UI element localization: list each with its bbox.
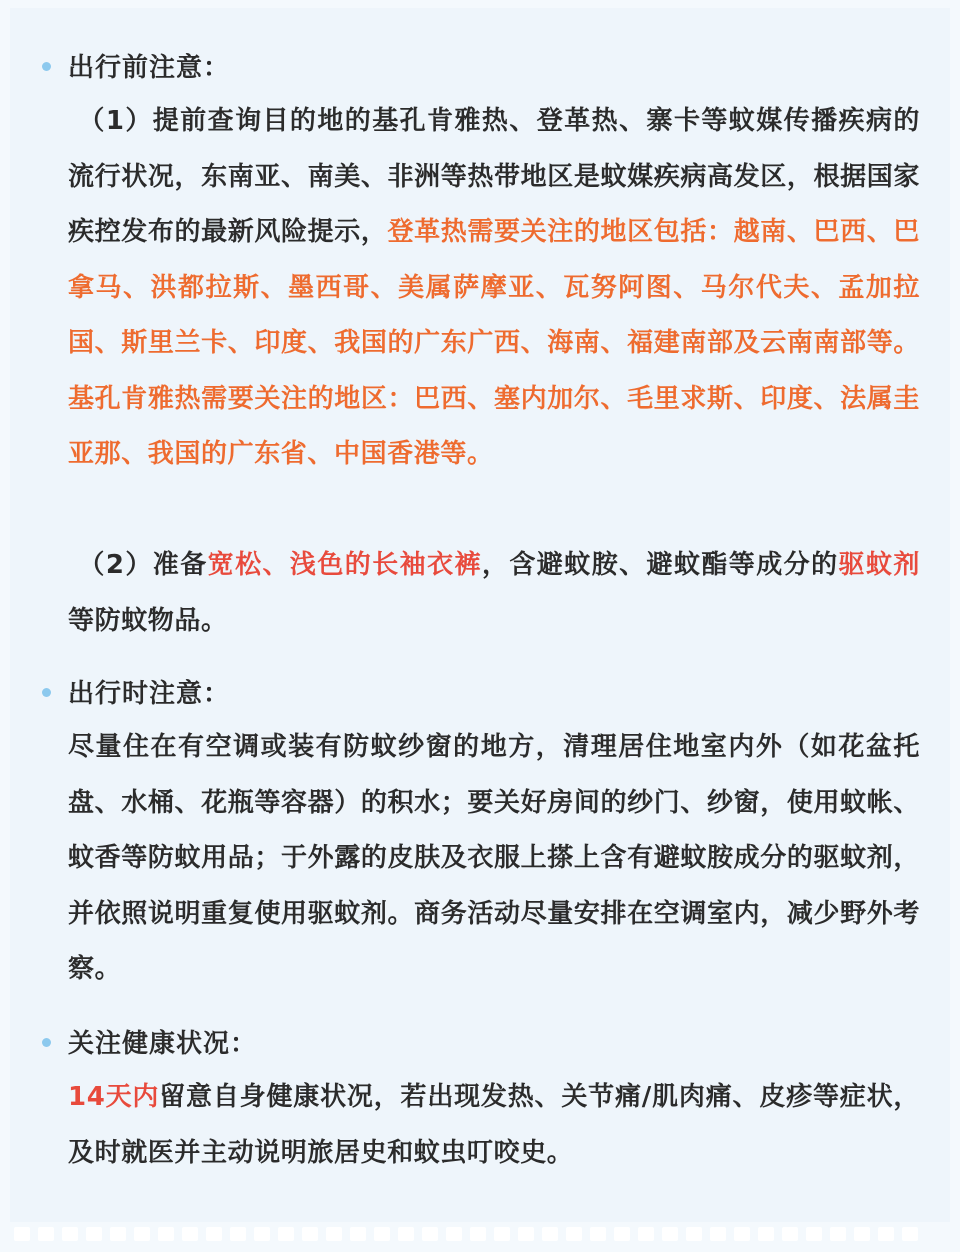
bullet-dot-icon: [42, 1038, 51, 1047]
section-heading: 关注健康状况：: [68, 1029, 258, 1059]
highlight-clothing: 宽松、浅色的长袖衣裤: [207, 550, 482, 580]
paragraph-3: [68, 720, 920, 998]
text-span: （2）准备: [78, 550, 208, 580]
paragraph-1: [68, 94, 920, 483]
decorative-dashed-border: [10, 1222, 950, 1246]
bullet-dot-icon: [42, 688, 51, 697]
bullet-dot-icon: [42, 62, 51, 71]
text-span: ，含避蚊胺、避蚊酯等成分的: [481, 550, 839, 580]
paragraph-2: [68, 538, 920, 649]
highlight-dengue-regions: 登革热需要关注的地区包括：越南、巴西、巴拿马、洪都拉斯、墨西哥、美属萨摩亚、瓦努阿图、马尔代夫、孟加拉国、斯里兰卡、印度、我国的广东广西、海南、福建南部及云南南部等。基孔肯雅热需要关注的地区：巴西、塞内加尔、毛里求斯、印度、法属圭亚那、我国的广东省、中国香港等。: [68, 217, 920, 469]
highlight-14-days: 14天内: [68, 1082, 160, 1112]
text-span: 尽量住在有空调或装有防蚊纱窗的地方，清理居住地室内外（如花盆托盘、水桶、花瓶等容器）的积水；要关好房间的纱门、纱窗，使用蚊帐、蚊香等防蚊用品；于外露的皮肤及衣服上搽上含有避蚊胺成分的驱蚊剂，并依照说明重复使用驱蚊剂。商务活动尽量安排在空调室内，减少野外考察。: [68, 732, 920, 984]
paragraph-4: [68, 1070, 920, 1181]
highlight-repellent: 驱蚊剂: [838, 550, 920, 580]
section-heading: 出行前注意：: [68, 53, 231, 83]
text-span: 留意自身健康状况，若出现发热、关节痛/肌肉痛、皮疹等症状，及时就医并主动说明旅居史和蚊虫叮咬史。: [68, 1082, 920, 1168]
section-heading: 出行时注意：: [68, 679, 231, 709]
content-card: [10, 8, 950, 1222]
text-span: 等防蚊物品。: [68, 605, 228, 636]
text-span: （1）提前查询目的地的基孔肯雅热、登革热、寨卡等蚊媒传播疾病的流行状况，东南亚、南美、非洲等热带地区是蚊媒疾病高发区，根据国家疾控发布的最新风险提示，: [68, 106, 920, 247]
